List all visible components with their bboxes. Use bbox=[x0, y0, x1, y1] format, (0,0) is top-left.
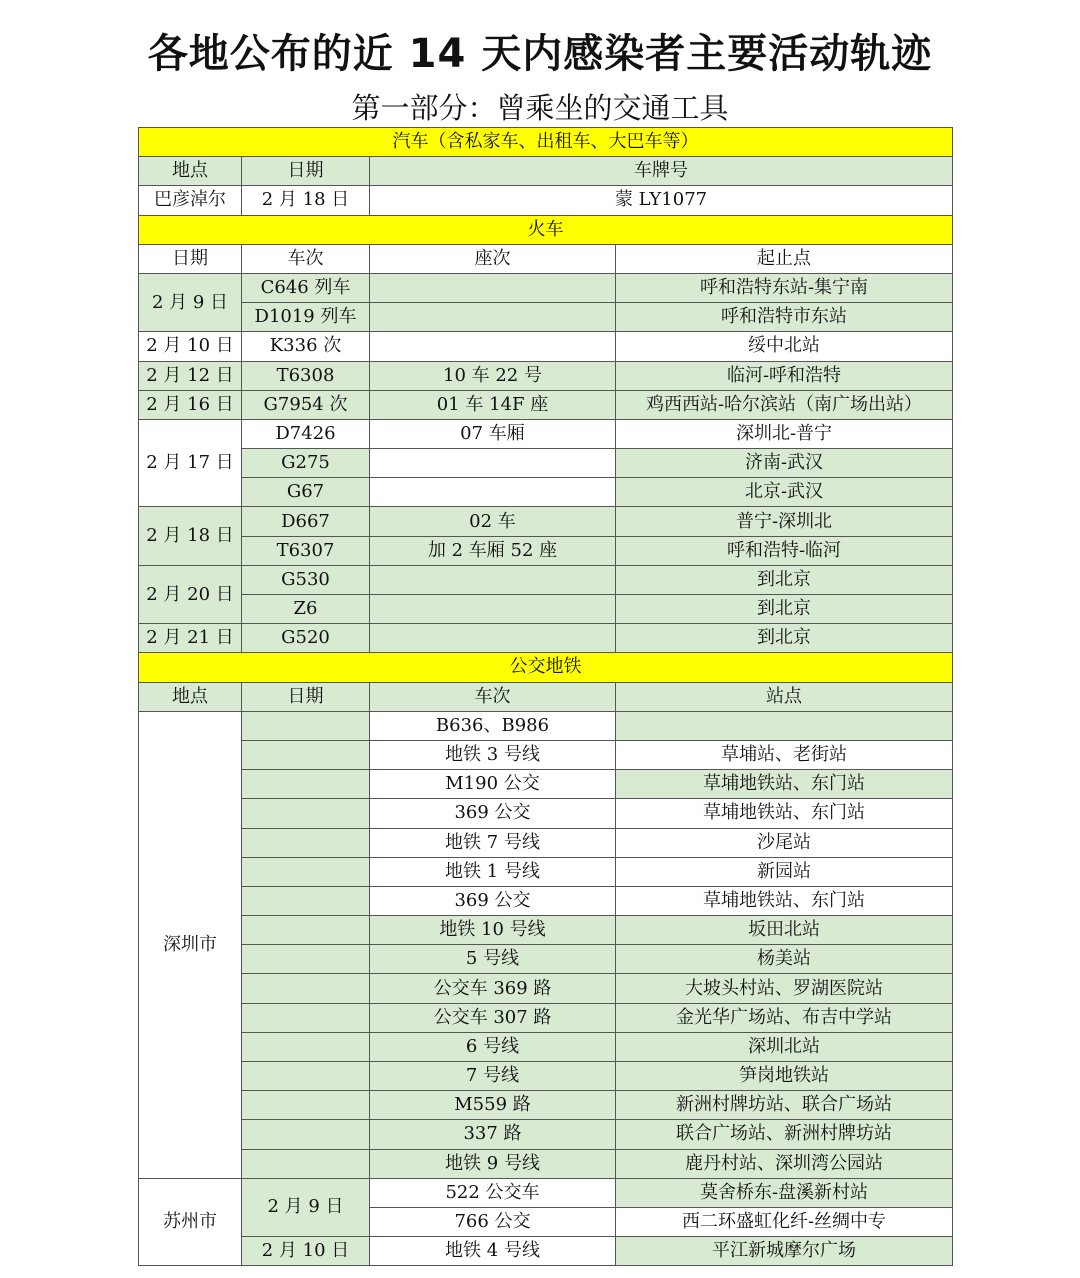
page-subtitle: 第一部分：曾乘坐的交通工具 bbox=[351, 91, 729, 125]
train-date: 2 月 21 日 bbox=[139, 624, 242, 653]
train-number: D667 bbox=[242, 507, 370, 536]
train-route: 北京-武汉 bbox=[616, 478, 953, 507]
train-date: 2 月 9 日 bbox=[139, 273, 242, 331]
bus-stops: 联合广场站、新洲村牌坊站 bbox=[616, 1120, 953, 1149]
train-date: 2 月 12 日 bbox=[139, 361, 242, 390]
bus-date bbox=[242, 945, 370, 974]
train-header-number: 车次 bbox=[242, 244, 370, 273]
train-header-seat: 座次 bbox=[370, 244, 616, 273]
table-row bbox=[139, 857, 953, 886]
bus-date bbox=[242, 974, 370, 1003]
bus-header-line: 车次 bbox=[370, 682, 616, 711]
bus-date bbox=[242, 799, 370, 828]
table-row bbox=[139, 595, 953, 624]
bus-date: 2 月 9 日 bbox=[242, 1178, 370, 1236]
train-number: K336 次 bbox=[242, 332, 370, 361]
page-title: 各地公布的近 14 天内感染者主要活动轨迹 bbox=[147, 31, 933, 77]
train-seat bbox=[370, 478, 616, 507]
train-seat: 10 车 22 号 bbox=[370, 361, 616, 390]
bus-line: 369 公交 bbox=[370, 799, 616, 828]
car-header-plate: 车牌号 bbox=[370, 157, 953, 186]
bus-stops: 鹿丹村站、深圳湾公园站 bbox=[616, 1149, 953, 1178]
table-row bbox=[139, 1032, 953, 1061]
bus-header-row bbox=[139, 682, 953, 711]
train-section-heading: 火车 bbox=[139, 215, 953, 244]
bus-stops: 坂田北站 bbox=[616, 916, 953, 945]
table-row bbox=[139, 770, 953, 799]
bus-line: 公交车 307 路 bbox=[370, 1003, 616, 1032]
table-row bbox=[139, 361, 953, 390]
bus-line: M559 路 bbox=[370, 1091, 616, 1120]
bus-line: 地铁 9 号线 bbox=[370, 1149, 616, 1178]
bus-line: 337 路 bbox=[370, 1120, 616, 1149]
bus-header-place: 地点 bbox=[139, 682, 242, 711]
train-route: 深圳北-普宁 bbox=[616, 419, 953, 448]
train-header-date: 日期 bbox=[139, 244, 242, 273]
train-number: G275 bbox=[242, 449, 370, 478]
train-route: 绥中北站 bbox=[616, 332, 953, 361]
table-row bbox=[139, 711, 953, 740]
train-header-route: 起止点 bbox=[616, 244, 953, 273]
table-row bbox=[139, 1237, 953, 1266]
bus-stops: 草埔地铁站、东门站 bbox=[616, 770, 953, 799]
bus-line: 5 号线 bbox=[370, 945, 616, 974]
train-seat bbox=[370, 624, 616, 653]
bus-line: 地铁 3 号线 bbox=[370, 740, 616, 769]
table-row bbox=[139, 828, 953, 857]
bus-line: 公交车 369 路 bbox=[370, 974, 616, 1003]
bus-line: 地铁 4 号线 bbox=[370, 1237, 616, 1266]
train-seat: 加 2 车厢 52 座 bbox=[370, 536, 616, 565]
bus-date: 2 月 10 日 bbox=[242, 1237, 370, 1266]
bus-date bbox=[242, 1120, 370, 1149]
train-route: 呼和浩特东站-集宁南 bbox=[616, 273, 953, 302]
table-row bbox=[139, 478, 953, 507]
train-seat: 07 车厢 bbox=[370, 419, 616, 448]
bus-stops: 草埔地铁站、东门站 bbox=[616, 886, 953, 915]
train-number: G530 bbox=[242, 565, 370, 594]
bus-stops: 草埔站、老街站 bbox=[616, 740, 953, 769]
train-seat bbox=[370, 273, 616, 302]
bus-stops: 笋岗地铁站 bbox=[616, 1062, 953, 1091]
bus-date bbox=[242, 1003, 370, 1032]
train-date: 2 月 17 日 bbox=[139, 419, 242, 507]
train-number: T6307 bbox=[242, 536, 370, 565]
table-row bbox=[139, 974, 953, 1003]
bus-stops: 新园站 bbox=[616, 857, 953, 886]
table-row bbox=[139, 536, 953, 565]
car-date: 2 月 18 日 bbox=[242, 186, 370, 215]
bus-stops bbox=[616, 711, 953, 740]
bus-header-stops: 站点 bbox=[616, 682, 953, 711]
bus-date bbox=[242, 857, 370, 886]
bus-line: 766 公交 bbox=[370, 1207, 616, 1236]
bus-date bbox=[242, 711, 370, 740]
train-header-row bbox=[139, 244, 953, 273]
table-row bbox=[139, 507, 953, 536]
bus-stops: 莫舍桥东-盘溪新村站 bbox=[616, 1178, 953, 1207]
train-section-heading-row bbox=[139, 215, 953, 244]
car-header-place: 地点 bbox=[139, 157, 242, 186]
table-row bbox=[139, 303, 953, 332]
train-number: Z6 bbox=[242, 595, 370, 624]
bus-date bbox=[242, 1091, 370, 1120]
car-header-date: 日期 bbox=[242, 157, 370, 186]
train-number: D7426 bbox=[242, 419, 370, 448]
table-row bbox=[139, 1149, 953, 1178]
train-seat bbox=[370, 595, 616, 624]
bus-place-suzhou: 苏州市 bbox=[139, 1178, 242, 1266]
train-route: 到北京 bbox=[616, 565, 953, 594]
train-number: T6308 bbox=[242, 361, 370, 390]
table-row bbox=[139, 799, 953, 828]
train-date: 2 月 20 日 bbox=[139, 565, 242, 623]
train-number: C646 列车 bbox=[242, 273, 370, 302]
table-row bbox=[139, 945, 953, 974]
table-row bbox=[139, 916, 953, 945]
bus-date bbox=[242, 770, 370, 799]
bus-date bbox=[242, 740, 370, 769]
bus-line: M190 公交 bbox=[370, 770, 616, 799]
bus-stops: 金光华广场站、布吉中学站 bbox=[616, 1003, 953, 1032]
train-date: 2 月 18 日 bbox=[139, 507, 242, 565]
bus-stops: 大坡头村站、罗湖医院站 bbox=[616, 974, 953, 1003]
train-number: G520 bbox=[242, 624, 370, 653]
car-section-heading: 汽车（含私家车、出租车、大巴车等） bbox=[139, 128, 953, 157]
car-place: 巴彦淖尔 bbox=[139, 186, 242, 215]
bus-line: 7 号线 bbox=[370, 1062, 616, 1091]
bus-date bbox=[242, 1149, 370, 1178]
bus-stops: 新洲村牌坊站、联合广场站 bbox=[616, 1091, 953, 1120]
bus-line: 地铁 10 号线 bbox=[370, 916, 616, 945]
table-row bbox=[139, 449, 953, 478]
bus-place-shenzhen: 深圳市 bbox=[139, 711, 242, 1178]
bus-date bbox=[242, 1062, 370, 1091]
train-seat bbox=[370, 332, 616, 361]
table-row bbox=[139, 332, 953, 361]
bus-stops: 沙尾站 bbox=[616, 828, 953, 857]
bus-stops: 杨美站 bbox=[616, 945, 953, 974]
train-number: D1019 列车 bbox=[242, 303, 370, 332]
bus-line: 369 公交 bbox=[370, 886, 616, 915]
train-route: 呼和浩特-临河 bbox=[616, 536, 953, 565]
train-number: G67 bbox=[242, 478, 370, 507]
bus-stops: 草埔地铁站、东门站 bbox=[616, 799, 953, 828]
tracking-table bbox=[138, 127, 953, 1266]
table-row bbox=[139, 1178, 953, 1207]
bus-date bbox=[242, 916, 370, 945]
bus-stops: 西二环盛虹化纤-丝绸中专 bbox=[616, 1207, 953, 1236]
bus-line: 522 公交车 bbox=[370, 1178, 616, 1207]
table-row bbox=[139, 1120, 953, 1149]
train-number: G7954 次 bbox=[242, 390, 370, 419]
bus-line: 地铁 7 号线 bbox=[370, 828, 616, 857]
train-route: 普宁-深圳北 bbox=[616, 507, 953, 536]
bus-stops: 平江新城摩尔广场 bbox=[616, 1237, 953, 1266]
table-row bbox=[139, 1062, 953, 1091]
bus-date bbox=[242, 1032, 370, 1061]
bus-line: 6 号线 bbox=[370, 1032, 616, 1061]
table-row bbox=[139, 565, 953, 594]
car-section-heading-row bbox=[139, 128, 953, 157]
bus-section-heading-row bbox=[139, 653, 953, 682]
bus-section-heading: 公交地铁 bbox=[139, 653, 953, 682]
bus-line: B636、B986 bbox=[370, 711, 616, 740]
train-route: 临河-呼和浩特 bbox=[616, 361, 953, 390]
train-seat: 02 车 bbox=[370, 507, 616, 536]
train-seat: 01 车 14F 座 bbox=[370, 390, 616, 419]
car-header-row bbox=[139, 157, 953, 186]
train-route: 济南-武汉 bbox=[616, 449, 953, 478]
table-row bbox=[139, 1091, 953, 1120]
train-seat bbox=[370, 449, 616, 478]
bus-date bbox=[242, 828, 370, 857]
table-row bbox=[139, 886, 953, 915]
car-row bbox=[139, 186, 953, 215]
car-plate: 蒙 LY1077 bbox=[370, 186, 953, 215]
bus-header-date: 日期 bbox=[242, 682, 370, 711]
bus-stops: 深圳北站 bbox=[616, 1032, 953, 1061]
train-seat bbox=[370, 565, 616, 594]
train-date: 2 月 10 日 bbox=[139, 332, 242, 361]
table-row bbox=[139, 419, 953, 448]
train-date: 2 月 16 日 bbox=[139, 390, 242, 419]
table-row bbox=[139, 390, 953, 419]
train-route: 到北京 bbox=[616, 595, 953, 624]
train-route: 到北京 bbox=[616, 624, 953, 653]
table-row bbox=[139, 273, 953, 302]
table-row bbox=[139, 624, 953, 653]
bus-line: 地铁 1 号线 bbox=[370, 857, 616, 886]
train-route: 呼和浩特市东站 bbox=[616, 303, 953, 332]
train-route: 鸡西西站-哈尔滨站（南广场出站） bbox=[616, 390, 953, 419]
table-row bbox=[139, 740, 953, 769]
bus-date bbox=[242, 886, 370, 915]
train-seat bbox=[370, 303, 616, 332]
table-row bbox=[139, 1003, 953, 1032]
